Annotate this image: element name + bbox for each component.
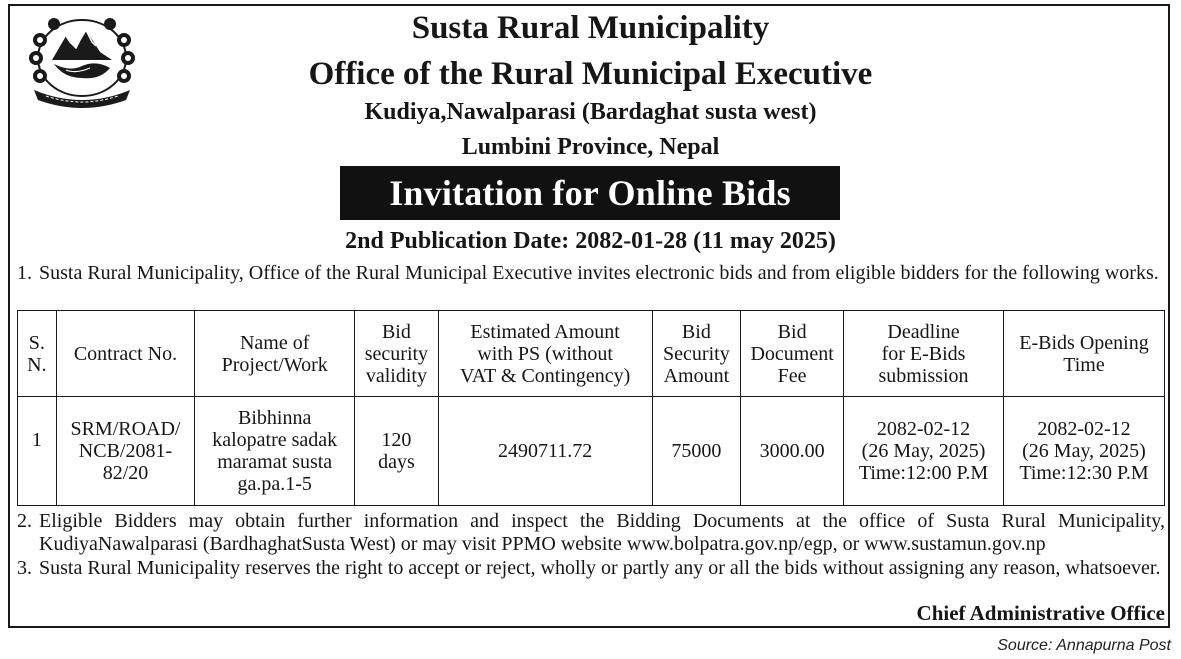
office-name: Office of the Rural Municipal Executive: [308, 56, 873, 92]
table-cell: [438, 397, 652, 506]
municipality-name: Susta Rural Municipality: [411, 10, 770, 46]
cell-text-line: SRM/ROAD/: [70, 418, 181, 440]
table-body: [18, 397, 1165, 506]
cell-text-line: Bid: [681, 320, 711, 343]
notice-title-banner: Invitation for Online Bids: [340, 166, 840, 220]
cell-text-line: Amount: [663, 364, 730, 387]
clause-2: [17, 510, 1165, 556]
publication-date: 2nd Publication Date: 2082-01-28 (11 may 2025): [345, 228, 836, 254]
table-cell: [741, 397, 844, 506]
cell-text-line: 2082-02-12: [1037, 418, 1131, 440]
cell-text-line: 3000.00: [759, 440, 825, 462]
cell-text-line: Time:12:30 P.M: [1019, 462, 1149, 484]
cell-text-line: Fee: [777, 364, 807, 387]
cell-text-line: Document: [750, 342, 834, 365]
table-cell: [355, 397, 439, 506]
cell-text-line: (26 May, 2025): [861, 440, 986, 462]
column-header: [438, 311, 652, 397]
column-header: [1003, 311, 1164, 397]
cell-text-line: 2490711.72: [497, 440, 593, 462]
cell-text-line: S.: [28, 331, 45, 354]
cell-text-line: with PS (without: [477, 342, 613, 365]
cell-text-line: N.: [27, 353, 47, 376]
cell-text-line: Bibhinna: [238, 407, 312, 429]
column-header: [741, 311, 844, 397]
column-header: [18, 311, 57, 397]
source-credit: Source: Annapurna Post: [997, 637, 1171, 654]
works-table: [17, 310, 1165, 506]
cell-text-line: Bid: [777, 320, 807, 343]
cell-text-line: Time: [1063, 353, 1105, 376]
clause-1: [17, 262, 1165, 285]
cell-text-line: (26 May, 2025): [1022, 440, 1146, 462]
cell-text-line: NCB/2081-: [78, 440, 173, 462]
cell-text-line: Time:12:00 P.M: [858, 462, 989, 484]
clause-text: Susta Rural Municipality, Office of the Rural Municipal Executive invites electronic bids and from eligible bidders for the following works.: [39, 262, 1159, 284]
cell-text-line: security: [364, 342, 429, 365]
column-header: [355, 311, 439, 397]
table-row: [18, 397, 1165, 506]
table-cell: [195, 397, 355, 506]
cell-text-line: Deadline: [887, 320, 960, 343]
cell-text-line: Name of: [239, 331, 310, 354]
clause-text: Susta Rural Municipality reserves the right to accept or reject, wholly or partly any or all the bids without assigning any reason, whatsoever.: [39, 557, 1161, 579]
clause-number: 2.: [17, 510, 32, 532]
cell-text-line: VAT & Contingency): [459, 364, 631, 387]
table-cell: [18, 397, 57, 506]
signature-office: Chief Administrative Office: [916, 601, 1165, 625]
cell-text-line: Contract No.: [73, 342, 178, 365]
cell-text-line: 2082-02-12: [876, 418, 971, 440]
cell-text-line: Bid: [381, 320, 411, 343]
cell-text-line: 120: [381, 429, 412, 451]
column-header: [652, 311, 741, 397]
table-cell: [56, 397, 195, 506]
cell-text-line: 75000: [671, 440, 722, 462]
table-cell: [1003, 397, 1164, 506]
table-cell: [844, 397, 1004, 506]
cell-text-line: validity: [365, 364, 427, 387]
cell-text-line: for E-Bids: [881, 342, 966, 365]
clause-3: [17, 557, 1165, 580]
cell-text-line: E-Bids Opening: [1019, 331, 1149, 354]
cell-text-line: maramat susta: [217, 451, 333, 473]
column-header: [195, 311, 355, 397]
cell-text-line: submission: [878, 364, 969, 387]
cell-text-line: days: [378, 451, 415, 473]
cell-text-line: Project/Work: [221, 353, 328, 376]
clause-number: 1.: [17, 262, 32, 284]
office-address: Kudiya,Nawalparasi (Bardaghat susta west): [364, 99, 817, 125]
column-header: [56, 311, 195, 397]
clause-number: 3.: [17, 557, 32, 579]
table-header-row: [18, 311, 1165, 397]
cell-text-line: kalopatre sadak: [212, 429, 338, 451]
column-header: [844, 311, 1004, 397]
cell-text-line: ga.pa.1-5: [237, 473, 312, 495]
cell-text-line: 82/20: [102, 462, 149, 484]
cell-text-line: 1: [31, 429, 42, 451]
table-cell: [652, 397, 741, 506]
clause-text: Eligible Bidders may obtain further information and inspect the Bidding Documents at the office of Susta Rural Municipality, KudiyaNawalparasi (BardhaghatSusta West) or may visit PPMO website www.bolpatra.gov.np/egp, or www.sustamun.gov.np: [39, 510, 1165, 555]
cell-text-line: Security: [663, 342, 730, 365]
cell-text-line: Estimated Amount: [470, 320, 620, 343]
province-name: Lumbini Province, Nepal: [461, 134, 720, 160]
